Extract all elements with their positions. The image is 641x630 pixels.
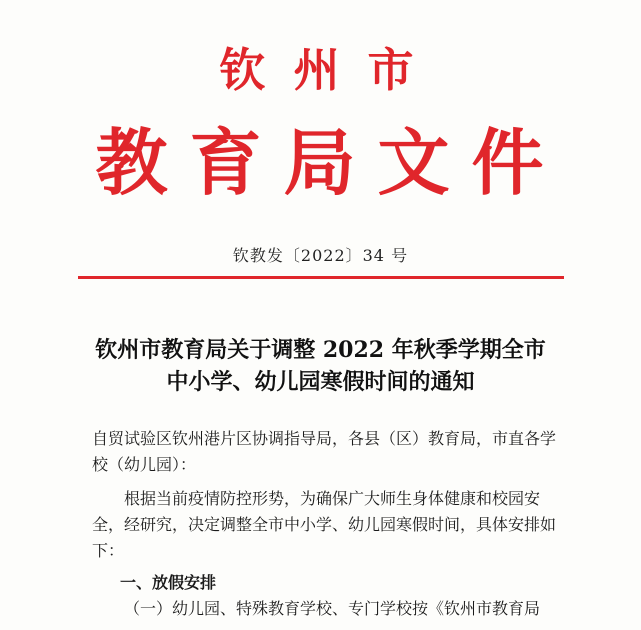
red-divider-line [78,276,564,279]
notice-title-line2: 中小学、幼儿园寒假时间的通知 [166,369,475,395]
issuer-agency-name: 教育局文件 [95,120,566,205]
body-paragraph-1: 根据当前疫情防控形势，为确保广大师生身体健康和校园安全，经研究，决定调整全市中小学、幼儿园寒假时间，具体安排如下： [92,489,557,560]
notice-title-line1: 钦州市教育局关于调整 2022 年秋季学期全市 [95,337,546,363]
document-number: 钦教发〔2022〕34 号 [232,246,409,265]
notice-title [40,334,601,398]
issuer-city-name: 钦州市 [219,43,442,97]
addressee: 自贸试验区钦州港片区协调指导局，各县（区）教育局，市直各学校（幼儿园）： [92,429,557,474]
body-paragraph-2: （一）幼儿园、特殊教育学校、专门学校按《钦州市教育局 [124,599,541,618]
section-heading-1: 一、放假安排 [120,573,217,592]
